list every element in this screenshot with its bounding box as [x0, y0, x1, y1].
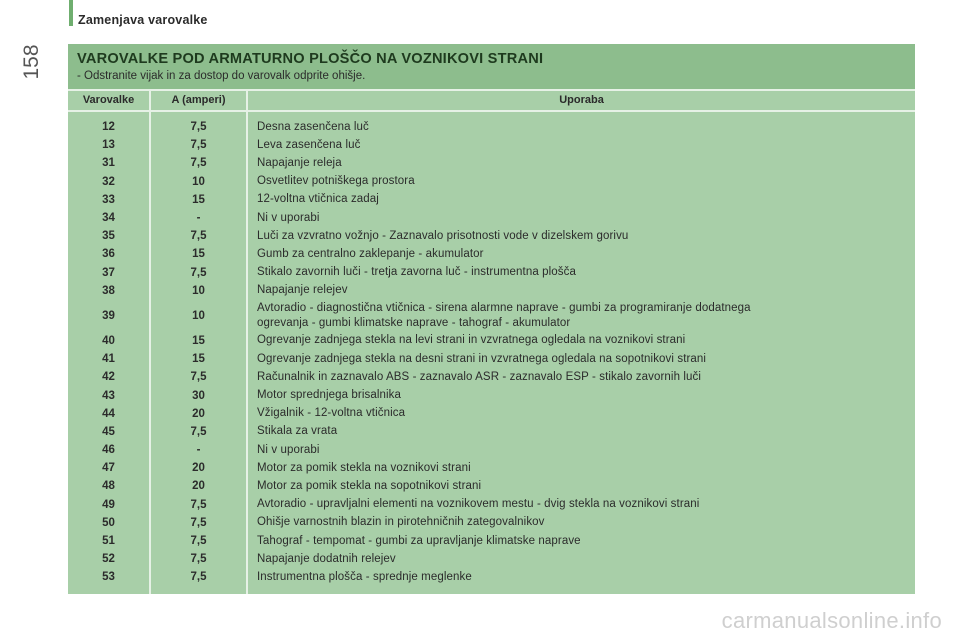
fuse-number: 50 [102, 516, 115, 529]
fuse-usage: Desna zasenčena luč [257, 120, 369, 133]
fuse-amperage: 15 [192, 353, 205, 366]
fuse-amperage: - [196, 212, 201, 225]
fuse-usage: Stikala za vrata [257, 425, 338, 438]
fuse-number: 36 [102, 248, 115, 261]
table-row [68, 496, 915, 514]
table-header-row [68, 91, 915, 110]
fuse-amperage: 10 [192, 309, 205, 322]
fuse-number: 48 [102, 480, 115, 493]
fuse-usage: Ogrevanje zadnjega stekla na desni strani in vzvratnega ogledala na sopotnikovi strani [257, 352, 707, 365]
table-row [68, 300, 915, 332]
panel-title: VAROVALKE POD ARMATURNO PLOŠČO NA VOZNIKOVI STRANI [77, 51, 544, 67]
fuse-table-body [68, 118, 915, 587]
fuse-number: 46 [102, 444, 115, 457]
fuse-usage: Motor za pomik stekla na voznikovi strani [257, 461, 471, 474]
table-row [68, 282, 915, 300]
fuse-number: 40 [102, 334, 115, 347]
table-row [68, 405, 915, 423]
fuse-amperage: 7,5 [190, 121, 207, 134]
fuse-number: 41 [102, 353, 115, 366]
panel-subtitle: - Odstranite vijak in za dostop do varovalk odprite ohišje. [77, 70, 366, 82]
fuse-amperage: 30 [192, 389, 205, 402]
fuse-number: 34 [102, 212, 115, 225]
table-row [68, 441, 915, 459]
fuse-number: 52 [102, 553, 115, 566]
table-row [68, 227, 915, 245]
section-accent-bar [69, 0, 73, 26]
fuse-amperage: 15 [192, 248, 205, 261]
fuse-amperage: 7,5 [190, 553, 207, 566]
watermark: carmanualsonline.info [721, 608, 942, 633]
fuse-amperage: 7,5 [190, 157, 207, 170]
fuse-usage: Ohišje varnostnih blazin in pirotehničnih zategovalnikov [257, 516, 545, 529]
fuse-number: 51 [102, 535, 115, 548]
fuse-number: 42 [102, 371, 115, 384]
fuse-usage: Instrumentna plošča - sprednje meglenke [257, 570, 472, 583]
fuse-amperage: 20 [192, 407, 205, 420]
fuse-number: 43 [102, 389, 115, 402]
fuse-usage: Računalnik in zaznavalo ABS - zaznavalo ASR - zaznavalo ESP - stikalo zavornih luči [257, 370, 702, 383]
table-row [68, 386, 915, 404]
fuse-amperage: 20 [192, 480, 205, 493]
fuse-amperage: 7,5 [190, 371, 207, 384]
table-row [68, 209, 915, 227]
fuse-usage: Motor za pomik stekla na sopotnikovi strani [257, 479, 482, 492]
fuse-usage: Stikalo zavornih luči - tretja zavorna luč - instrumentna plošča [257, 266, 576, 279]
table-row [68, 264, 915, 282]
fuse-number: 53 [102, 571, 115, 584]
fuse-amperage: 7,5 [190, 535, 207, 548]
table-row [68, 568, 915, 586]
fuse-number: 31 [102, 157, 115, 170]
fuse-usage: Leva zasenčena luč [257, 138, 361, 151]
column-header-amperes: A (amperi) [171, 94, 226, 106]
section-title: Zamenjava varovalke [78, 13, 208, 27]
fuse-table-panel [68, 44, 915, 594]
fuse-number: 45 [102, 425, 115, 438]
fuse-usage: 12-voltna vtičnica zadaj [257, 193, 379, 206]
table-row [68, 136, 915, 154]
table-row [68, 245, 915, 263]
fuse-number: 33 [102, 193, 115, 206]
fuse-number: 12 [102, 121, 115, 134]
fuse-usage: Ogrevanje zadnjega stekla na levi strani in vzvratnega ogledala na voznikovi strani [257, 334, 686, 347]
fuse-usage: Ni v uporabi [257, 211, 320, 224]
fuse-number: 47 [102, 462, 115, 475]
fuse-amperage: 15 [192, 193, 205, 206]
fuse-amperage: 10 [192, 284, 205, 297]
fuse-usage: Napajanje relejev [257, 284, 348, 297]
table-row [68, 423, 915, 441]
fuse-amperage: 7,5 [190, 425, 207, 438]
fuse-amperage: 7,5 [190, 498, 207, 511]
page-number: 158 [20, 44, 43, 80]
header-divider-bottom [68, 110, 915, 112]
fuse-usage-line-2: ogrevanja - gumbi klimatske naprave - tahograf - akumulator [257, 316, 571, 329]
fuse-amperage: 7,5 [190, 571, 207, 584]
fuse-number: 38 [102, 284, 115, 297]
fuse-amperage: 10 [192, 175, 205, 188]
table-row [68, 191, 915, 209]
fuse-usage: Osvetlitev potniškega prostora [257, 175, 415, 188]
table-row [68, 532, 915, 550]
fuse-usage: Luči za vzvratno vožnjo - Zaznavalo prisotnosti vode v dizelskem gorivu [257, 229, 629, 242]
fuse-usage: Tahograf - tempomat - gumbi za upravljanje klimatske naprave [257, 534, 581, 547]
fuse-number: 49 [102, 498, 115, 511]
fuse-usage: Ni v uporabi [257, 443, 320, 456]
fuse-number: 13 [102, 139, 115, 152]
table-row [68, 514, 915, 532]
fuse-number: 39 [102, 309, 115, 322]
table-row [68, 550, 915, 568]
fuse-amperage: 15 [192, 334, 205, 347]
table-row [68, 350, 915, 368]
fuse-amperage: 7,5 [190, 139, 207, 152]
header-divider-top [68, 89, 915, 91]
table-row [68, 477, 915, 495]
fuse-usage: Avtoradio - upravljalni elementi na voznikovem mestu - dvig stekla na voznikovi strani [257, 498, 700, 511]
fuse-usage: Napajanje releja [257, 156, 342, 169]
fuse-number: 32 [102, 175, 115, 188]
fuse-usage-line-1: Avtoradio - diagnostična vtičnica - sirena alarmne naprave - gumbi za programiranje dodatnega [257, 301, 751, 314]
fuse-amperage: 20 [192, 462, 205, 475]
column-header-usage: Uporaba [559, 94, 604, 106]
fuse-number: 35 [102, 230, 115, 243]
table-row [68, 118, 915, 136]
table-row [68, 368, 915, 386]
fuse-usage: Napajanje dodatnih relejev [257, 552, 396, 565]
fuse-number: 37 [102, 266, 115, 279]
fuse-usage: Vžigalnik - 12-voltna vtičnica [257, 407, 406, 420]
fuse-number: 44 [102, 407, 115, 420]
table-row [68, 459, 915, 477]
fuse-amperage: 7,5 [190, 516, 207, 529]
fuse-amperage: 7,5 [190, 266, 207, 279]
column-header-fuse: Varovalke [82, 94, 135, 106]
fuse-usage: Gumb za centralno zaklepanje - akumulator [257, 247, 484, 260]
table-row [68, 173, 915, 191]
fuse-usage: Motor sprednjega brisalnika [257, 389, 401, 402]
fuse-amperage: - [196, 444, 201, 457]
fuse-usage [257, 300, 907, 332]
panel-header [68, 44, 915, 89]
fuse-amperage: 7,5 [190, 230, 207, 243]
table-row [68, 332, 915, 350]
table-row [68, 154, 915, 172]
